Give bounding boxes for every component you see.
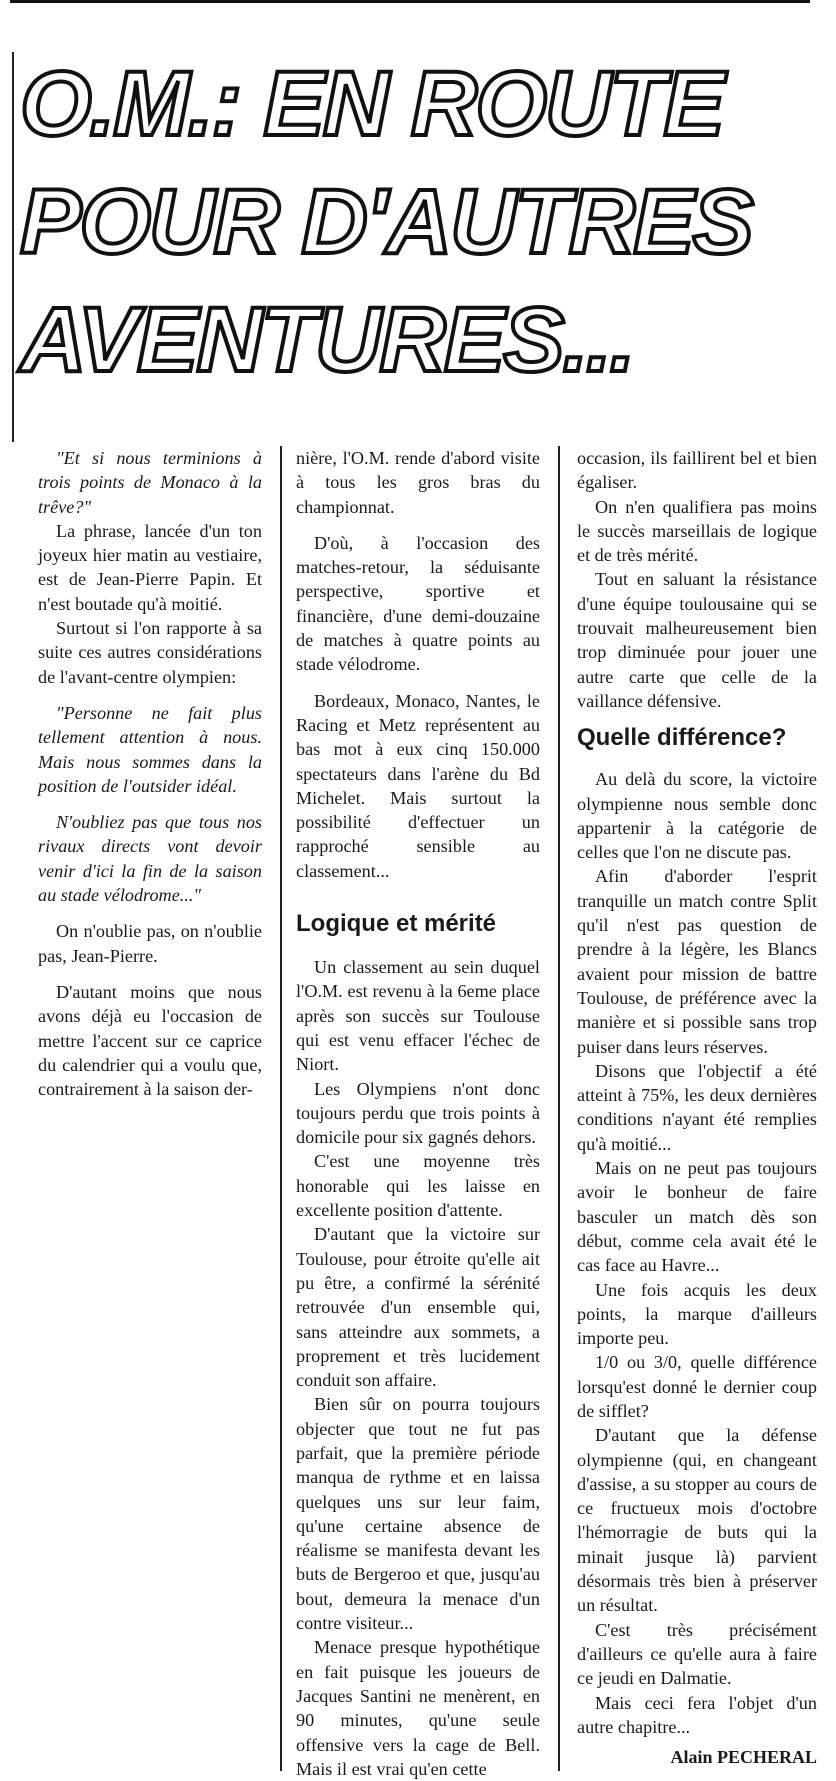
headline: [20, 45, 820, 399]
left-rule: [12, 52, 14, 442]
paragraph: Une fois acquis les deux points, la marque d'ailleurs importe peu.: [577, 1279, 817, 1349]
paragraph: C'est une moyenne très honorable qui les laisse en excellente position d'attente.: [296, 1151, 540, 1221]
paragraph: On n'en qualifiera pas moins le succès marseillais de logique et de très mérité.: [577, 496, 817, 566]
paragraph: 1/0 ou 3/0, quelle différence lorsqu'est donné le dernier coup de sifflet?: [577, 1352, 817, 1421]
paragraph: Disons que l'objectif a été atteint à 75%, les deux dernières conditions n'ayant été remplies qu'à moitié...: [577, 1060, 817, 1154]
column-rule-2: [558, 446, 560, 1771]
paragraph: D'où, à l'occasion des matches-retour, la séduisante perspective, sportive et financière, d'une demi-douzaine de matches à quatre points au stade vélodrome.: [296, 532, 540, 675]
column-rule-1: [280, 446, 282, 1771]
quote-paragraph: "Personne ne fait plus tellement attention à nous. Mais nous sommes dans la position de l'outsider idéal.: [38, 702, 262, 796]
paragraph: La phrase, lancée d'un ton joyeux hier matin au vestiaire, est de Jean-Pierre Papin. Et n'est boutade qu'à moitié.: [38, 520, 262, 614]
paragraph: Un classement au sein duquel l'O.M. est revenu à la 6eme place après son succès sur Toulouse qui est venu effacer l'échec de Niort.: [296, 957, 540, 1075]
paragraph: Afin d'aborder l'esprit tranquille un match contre Split qu'il n'est pas question de prendre à la légère, les Blancs avaient pour mission de battre Toulouse, de préférence avec la manière et si possible sans trop puiser dans leurs réserves.: [577, 866, 817, 1057]
top-rule: [10, 0, 810, 11]
paragraph: Bien sûr on pourra toujours objecter que tout ne fut pas parfait, que la première période manqua de rythme et en laissa quelques uns sur leur faim, qu'une certaine absence de réalisme se manifesta devant les buts de Bergeroo et que, jusqu'au bout, demeura la menace d'un contre visiteur...: [296, 1394, 540, 1634]
paragraph: "Et si nous terminions à trois points de Monaco à la trêve?": [38, 448, 262, 517]
paragraph: D'autant que la victoire sur Toulouse, pour étroite qu'elle ait pu être, a confirmé la sérénité retrouvée d'un ensemble qui, sans atteindre aux sommets, a proprement et très lucidement conduit son affaire.: [296, 1224, 540, 1391]
section-heading: Logique et mérité: [296, 910, 497, 938]
headline-line-1: O.M.: EN ROUTE: [20, 53, 723, 155]
paragraph: Tout en saluant la résistance d'une équipe toulousaine qui se trouvait malheureusement bien trop diminuée pour jouer une autre carte que celle de la vaillance défensive.: [577, 569, 817, 711]
paragraph: Les Olympiens n'ont donc toujours perdu que trois points à domicile pour six gagnés dehors.: [296, 1078, 540, 1148]
paragraph: nière, l'O.M. rende d'abord visite à tous les gros bras du championnat.: [296, 448, 540, 517]
article-column-2: [296, 446, 540, 1781]
headline-line-2: POUR D'AUTRES: [20, 171, 752, 273]
section-heading: Quelle différence?: [577, 724, 787, 752]
paragraph: Mais ceci fera l'objet d'un autre chapitre...: [577, 1692, 817, 1737]
quote-paragraph: N'oubliez pas que tous nos rivaux directs vont devoir venir d'ici la fin de la saison au stade vélodrome...": [38, 812, 262, 906]
paragraph: Surtout si l'on rapporte à sa suite ces autres considérations de l'avant-centre olympien:: [38, 618, 262, 687]
headline-line-3: AVENTURES...: [20, 289, 634, 391]
paragraph: D'autant que la défense olympienne (qui, en changeant d'assise, a su stopper au cours de ce fructueux mois d'octobre l'hémorragie de buts qui la minait jusque là) parvient désormais très bien à préserver un résultat.: [577, 1425, 817, 1616]
paragraph: On n'oublie pas, on n'oublie pas, Jean-Pierre.: [38, 921, 262, 966]
paragraph: Bordeaux, Monaco, Nantes, le Racing et Metz représentent au bas mot à eux cinq 150.000 spectateurs dans l'arène du Bd Michelet. Mais surtout la possibilité d'effectuer un rapproché sensible au classement...: [296, 690, 540, 881]
paragraph: Mais on ne peut pas toujours avoir le bonheur de faire basculer un match dès son début, comme cela avait été le cas face au Havre...: [577, 1158, 817, 1276]
paragraph: Menace presque hypothétique en fait puisque les joueurs de Jacques Santini ne menèrent, en 90 minutes, qu'une seule offensive vers la cage de Bell. Mais il est vrai qu'en cette: [296, 1637, 540, 1779]
paragraph: Au delà du score, la victoire olympienne nous semble donc appartenir à la catégorie de celles que l'on ne discute pas.: [577, 769, 817, 863]
paragraph: occasion, ils faillirent bel et bien égaliser.: [577, 448, 817, 493]
author-byline: Alain PECHERAL: [670, 1747, 817, 1768]
article-column-3: [577, 446, 817, 1769]
paragraph: C'est très précisément d'ailleurs ce qu'elle aura à faire ce jeudi en Dalmatie.: [577, 1619, 817, 1689]
paragraph: D'autant moins que nous avons déjà eu l'occasion de mettre l'accent sur ce caprice du calendrier qui a voulu que, contrairement à la saison der-: [38, 981, 262, 1100]
article-column-1: [38, 446, 262, 1101]
